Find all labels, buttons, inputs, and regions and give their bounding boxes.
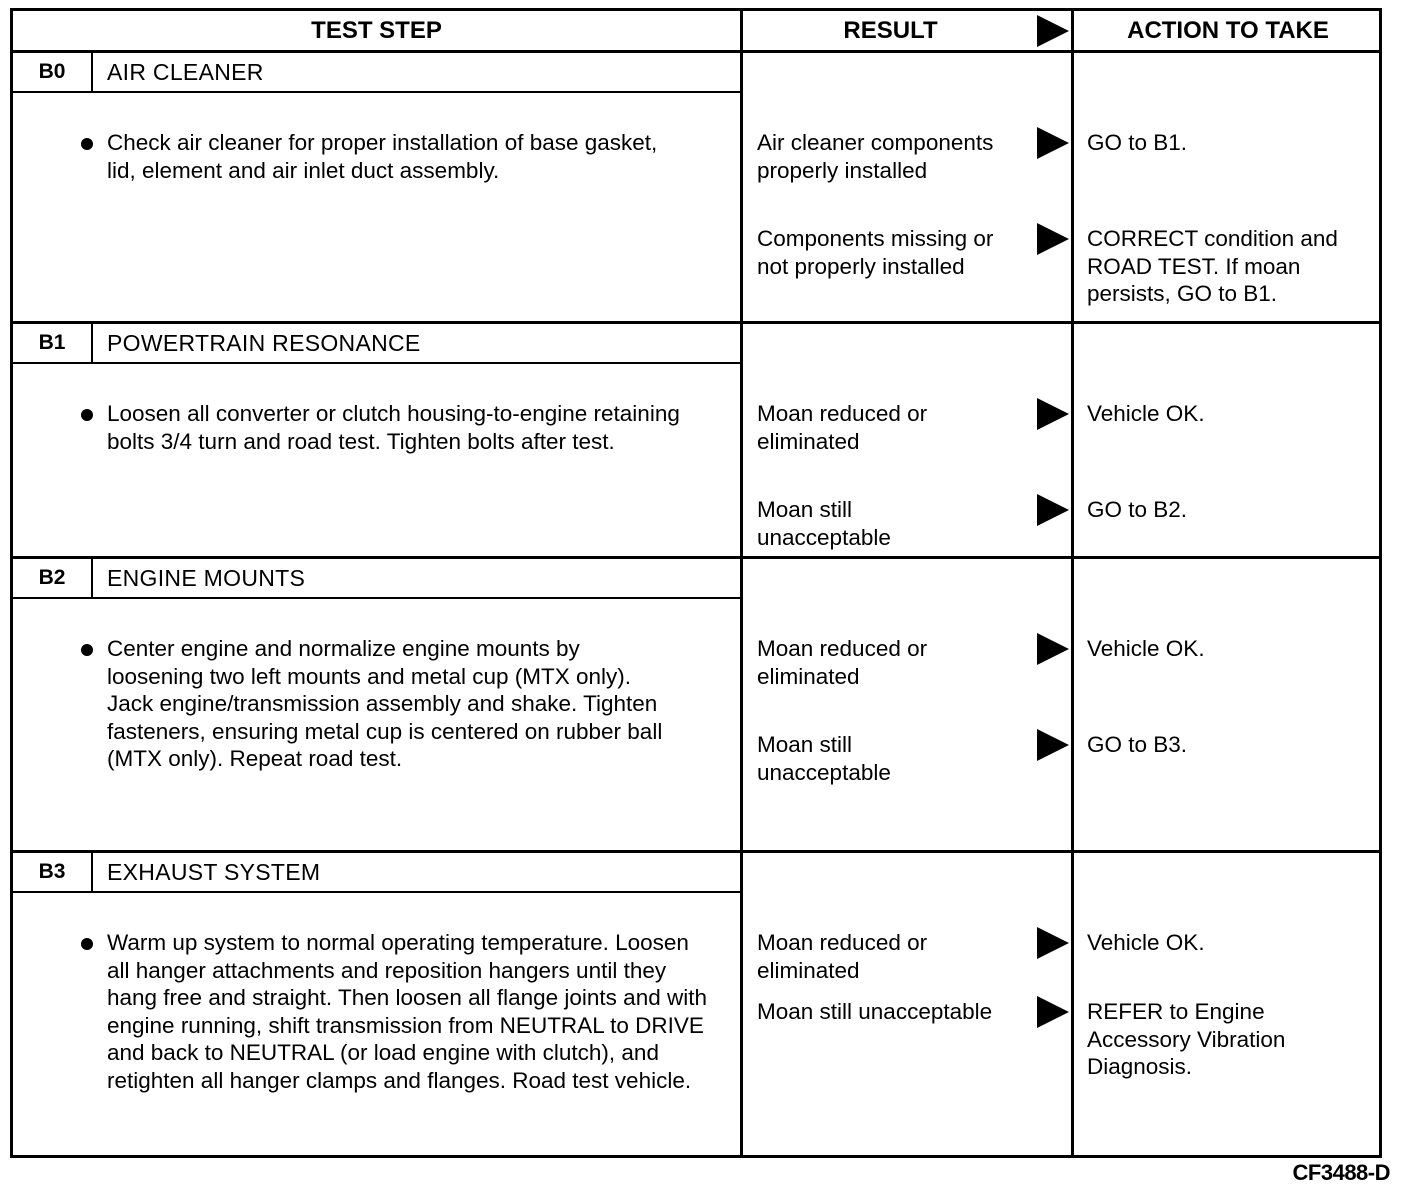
action-text: GO to B3. <box>1087 732 1188 757</box>
result-arrow-icon <box>1037 927 1069 959</box>
action-text: GO to B1. <box>1087 130 1188 155</box>
result-arrow-icon <box>1037 729 1069 761</box>
result-text: Moan reduced or eliminated <box>757 636 928 689</box>
result-arrow-icon <box>1037 996 1069 1028</box>
result-arrow-icon <box>1037 633 1069 665</box>
result-text: Moan still unacceptable <box>757 999 993 1024</box>
step-instruction: Check air cleaner for proper installation of base gasket, lid, element and air inlet duct assembly. <box>107 129 667 184</box>
section-head <box>13 53 740 93</box>
header-test-step: TEST STEP <box>311 17 442 44</box>
action-text: GO to B2. <box>1087 497 1188 522</box>
result-text: Moan reduced or eliminated <box>757 401 928 454</box>
result-text: Components missing or not properly installed <box>757 226 994 279</box>
step-id: B0 <box>13 53 93 91</box>
result-arrow-icon <box>1037 494 1069 526</box>
result-arrow-icon <box>1037 398 1069 430</box>
result-arrow-icon <box>1037 127 1069 159</box>
step-title: AIR CLEANER <box>107 59 264 85</box>
step-instruction: Loosen all converter or clutch housing-to-engine retaining bolts 3/4 turn and road test. Tighten bolts after test. <box>107 400 687 455</box>
step-title: POWERTRAIN RESONANCE <box>107 330 421 356</box>
figure-code: CF3488-D <box>1292 1160 1390 1185</box>
section-b0 <box>13 53 1379 321</box>
action-text: REFER to Engine Accessory Vibration Diagnosis. <box>1087 999 1286 1079</box>
result-text: Moan still unacceptable <box>757 732 891 785</box>
bullet-icon <box>81 644 93 656</box>
action-text: Vehicle OK. <box>1087 930 1205 955</box>
section-head <box>13 559 740 599</box>
header-result: RESULT <box>843 17 938 44</box>
action-text: Vehicle OK. <box>1087 401 1205 426</box>
section-b3 <box>13 853 1379 1155</box>
table-header <box>13 11 1379 53</box>
section-head <box>13 324 740 364</box>
result-arrow-icon <box>1037 223 1069 255</box>
step-id: B2 <box>13 559 93 597</box>
step-title: EXHAUST SYSTEM <box>107 859 321 885</box>
diagnosis-table <box>10 8 1382 1158</box>
result-text: Air cleaner components properly installed <box>757 130 994 183</box>
step-id: B1 <box>13 324 93 362</box>
step-instruction: Warm up system to normal operating temperature. Loosen all hanger attachments and reposition hangers until they hang free and straight. Then loosen all flange joints and with engine running, shift transmission from NEUTRAL to DRIVE and back to NEUTRAL (or load engine with clutch), and retighten all hanger clamps and flanges. Road test vehicle. <box>107 929 707 1094</box>
result-text: Moan reduced or eliminated <box>757 930 928 983</box>
header-arrow-icon <box>1037 15 1069 47</box>
result-text: Moan still unacceptable <box>757 497 891 550</box>
action-text: CORRECT condition and ROAD TEST. If moan persists, GO to B1. <box>1087 226 1338 306</box>
section-b2 <box>13 559 1379 850</box>
bullet-icon <box>81 409 93 421</box>
step-instruction: Center engine and normalize engine mounts by loosening two left mounts and metal cup (MTX only). Jack engine/transmission assembly and shake. Tighten fasteners, ensuring metal cup is centered on rubber ball (MTX only). Repeat road test. <box>107 635 672 773</box>
step-title: ENGINE MOUNTS <box>107 565 306 591</box>
action-text: Vehicle OK. <box>1087 636 1205 661</box>
header-action: ACTION TO TAKE <box>1127 17 1329 44</box>
step-id: B3 <box>13 853 93 891</box>
section-b1 <box>13 324 1379 556</box>
section-head <box>13 853 740 893</box>
bullet-icon <box>81 138 93 150</box>
bullet-icon <box>81 938 93 950</box>
